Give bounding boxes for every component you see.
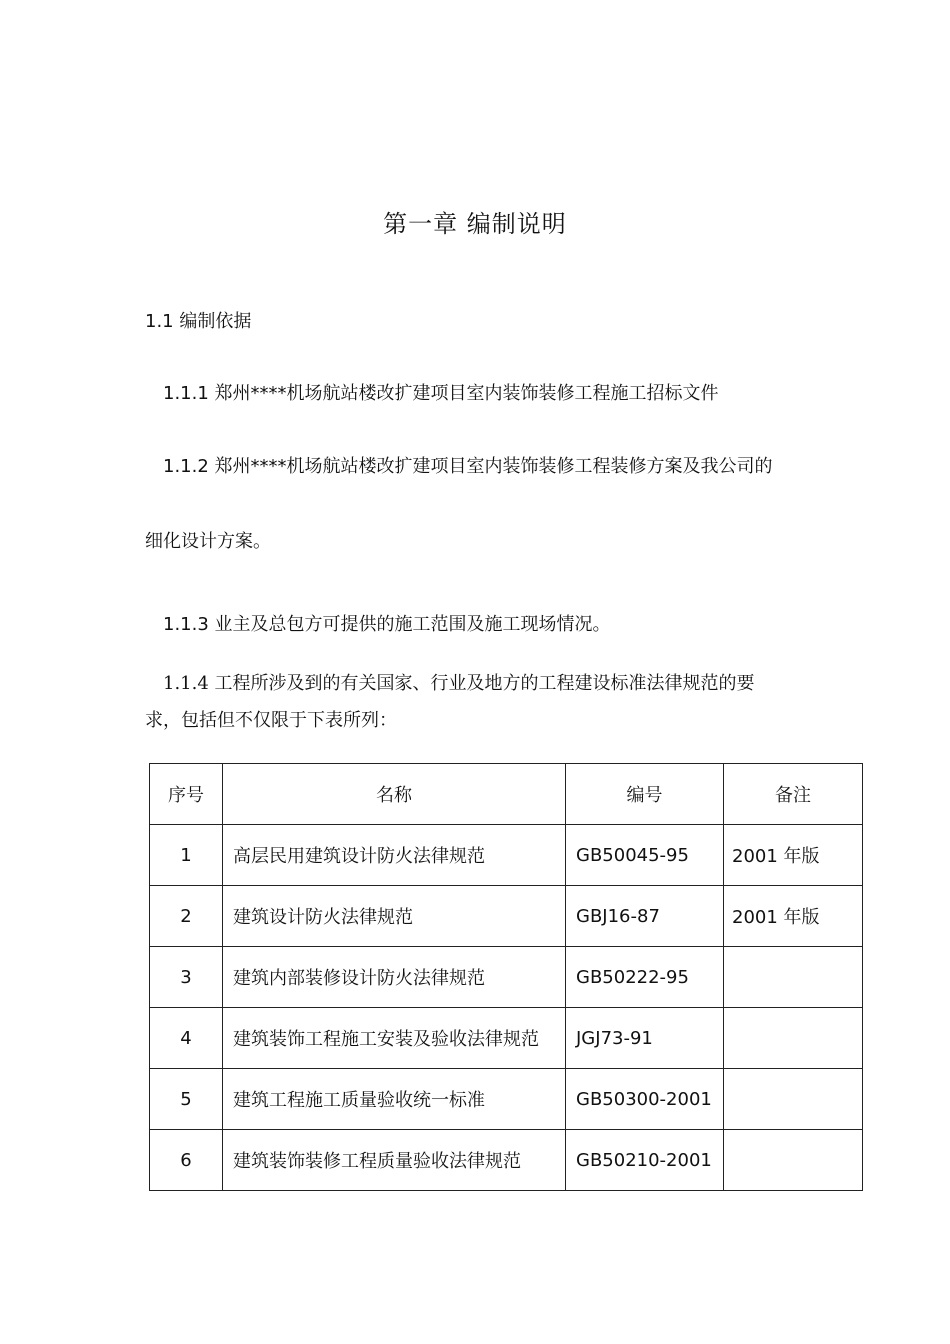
section-heading: 1.1 编制依据 [145, 311, 252, 332]
paragraph-1-1-4-continued: 求，包括但不仅限于下表所列： [145, 710, 397, 731]
table-row [150, 1008, 863, 1069]
row-note [724, 1130, 863, 1191]
row-index: 1 [150, 825, 223, 886]
standards-table [149, 763, 863, 1191]
header-name: 名称 [223, 764, 566, 825]
row-name: 建筑设计防火法律规范 [223, 886, 566, 947]
paragraph-1-1-1: 1.1.1 郑州****机场航站楼改扩建项目室内装饰装修工程施工招标文件 [163, 383, 719, 404]
row-name: 高层民用建筑设计防火法律规范 [223, 825, 566, 886]
row-index: 6 [150, 1130, 223, 1191]
paragraph-1-1-3: 1.1.3 业主及总包方可提供的施工范围及施工现场情况。 [163, 614, 611, 635]
table-row [150, 886, 863, 947]
row-name: 建筑工程施工质量验收统一标准 [223, 1069, 566, 1130]
header-index: 序号 [150, 764, 223, 825]
paragraph-1-1-4: 1.1.4 工程所涉及到的有关国家、行业及地方的工程建设标准法律规范的要 [163, 673, 755, 694]
row-index: 4 [150, 1008, 223, 1069]
header-code: 编号 [566, 764, 724, 825]
table-header-row [150, 764, 863, 825]
paragraph-1-1-2: 1.1.2 郑州****机场航站楼改扩建项目室内装饰装修工程装修方案及我公司的 [163, 456, 773, 477]
row-index: 3 [150, 947, 223, 1008]
table-row [150, 947, 863, 1008]
row-name: 建筑装饰工程施工安装及验收法律规范 [223, 1008, 566, 1069]
row-code: GBJ16-87 [566, 886, 724, 947]
chapter-title: 第一章 编制说明 [383, 210, 567, 238]
row-note: 2001 年版 [724, 886, 863, 947]
row-index: 2 [150, 886, 223, 947]
row-name: 建筑内部装修设计防火法律规范 [223, 947, 566, 1008]
row-code: JGJ73-91 [566, 1008, 724, 1069]
row-code: GB50210-2001 [566, 1130, 724, 1191]
table-row [150, 1069, 863, 1130]
table-row [150, 825, 863, 886]
row-note [724, 947, 863, 1008]
table-row [150, 1130, 863, 1191]
row-code: GB50300-2001 [566, 1069, 724, 1130]
row-index: 5 [150, 1069, 223, 1130]
row-name: 建筑装饰装修工程质量验收法律规范 [223, 1130, 566, 1191]
row-note: 2001 年版 [724, 825, 863, 886]
row-code: GB50222-95 [566, 947, 724, 1008]
header-note: 备注 [724, 764, 863, 825]
row-note [724, 1069, 863, 1130]
row-note [724, 1008, 863, 1069]
row-code: GB50045-95 [566, 825, 724, 886]
paragraph-1-1-2-continued: 细化设计方案。 [145, 531, 271, 552]
